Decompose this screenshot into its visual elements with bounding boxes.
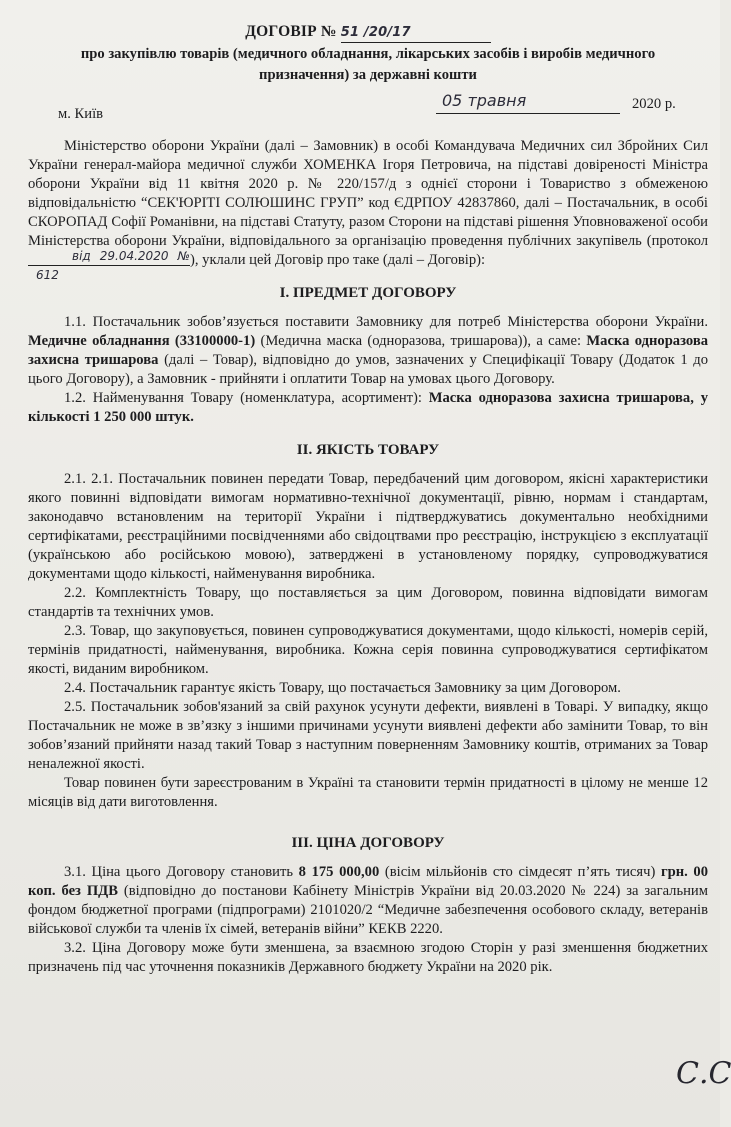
clause-1-1-text-d: Маска одноразова захисна тришарова [28,333,708,368]
contract-subtitle-line1: про закупівлю товарів (медичного обладнання, лікарських засобів і виробів медичного [80,46,656,62]
clause-1-1-text-e: (далі – Товар), відповідно до умов, зазначених у Специфікації Товару (Додаток 1 до цього Договору), а Замовник - прийняти і оплатити Товар на умовах цього Договору. [28,352,708,387]
contract-document [28,22,708,977]
section-heading-1: І. ПРЕДМЕТ ДОГОВОРУ [279,285,457,301]
clause-3-2: 3.2. Ціна Договору може бути зменшена, за взаємною згодою Сторін у разі зменшення бюджетних призначень під час уточнення показників Державного бюджету України на 2020 рік. [28,940,708,975]
year: 2020 р. [632,96,676,112]
clause-3-1-text-a: 3.1. Ціна цього Договору становить [64,864,299,880]
clause-1-1 [28,313,708,389]
city: м. Київ [58,106,104,122]
protocol-field [28,249,190,282]
clause-1-2 [28,389,708,427]
clause-3-1 [28,863,708,939]
clause-1-1-text-c: (Медична маска (одноразова, тришарова)), а саме: [255,333,587,349]
protocol-handwritten: від 29.04.2020 № 612 [36,249,190,282]
preamble-text: Міністерство оборони України (далі – Замовник) в особі Командувача Медичних сил Збройних Сил України генерал-майора медичної служби ХОМЕНКА Ігоря Петровича, на підставі довіреності Міністра оборони України від 11 квітня 2020 р. № 220/157/д з однієї сторони і Товариство з обмеженою відповідальністю “СЕК'ЮРІТІ СОЛЮШИНС ГРУП” код ЄДРПОУ 42837860, далі – Постачальник, в особі СКОРОПАД Софії Романівни, на підставі Статуту, разом Сторони на підставі рішення Уповноваженої особи Міністерства оборони України, відповідального за організацію проведення публічних закупівель (протокол [28,138,708,249]
clause-1-1-text-b: Медичне обладнання (33100000-1) [28,333,256,349]
date-handwritten: 05 травня [442,91,527,110]
clause-3-1-text-d: грн. 00 коп. без ПДВ [28,864,708,899]
clause-2-2: 2.2. Комплектність Товару, що поставляється за цим Договором, повинна відповідати вимогам стандартів та технічних умов. [28,585,708,620]
title-prefix: ДОГОВІР № [245,23,337,40]
contract-title [28,22,708,43]
clause-2-5: 2.5. Постачальник зобов'язаний за свій рахунок усунути дефекти, виявлені в Товарі. У випадку, якщо Постачальник не може в зв’язку з іншими причинами усунути виявлені дефекти або замінити Товар, то він зобов’язаний прийняти назад такий Товар з наступним поверненням Замовнику коштів, отриманих за Товар неналежної якості. [28,699,708,772]
city-date-line [28,93,708,123]
clause-2-4: 2.4. Постачальник гарантує якість Товару, що постачається Замовнику за цим Договором. [64,680,621,696]
clause-1-1-text-a: 1.1. Постачальник зобов’язується поставити Замовнику для потреб Міністерства оборони України. [64,314,708,330]
section-heading-3: ІІІ. ЦІНА ДОГОВОРУ [291,835,445,851]
clause-3-1-text-e: (відповідно до постанови Кабінету Міністрів України від 20.03.2020 № 224) за загальним фондом бюджетної програми (підпрограми) 2101020/2 “Медичне забезпечення особового складу, ветеранів військової служби та членів їх сімей, ветеранів війни” КЕКВ 2220. [28,883,708,937]
contract-number-handwritten: 51 /20/17 [341,23,491,43]
preamble-end: ), уклали цей Договір про таке (далі – Договір): [190,252,486,268]
clause-2-3: 2.3. Товар, що закуповується, повинен супроводжуватися документами, щодо кількості, номерів серій, термінів придатності, найменування, виробника. Кожна серія повинна супроводжуватися сертифікатом якості, виданим виробником. [28,623,708,677]
preamble [28,137,708,282]
date-field [436,93,620,114]
clause-1-2-text-a: 1.2. Найменування Товару (номенклатура, асортимент): [64,390,429,406]
section-heading-2: ІІ. ЯКІСТЬ ТОВАРУ [296,442,440,458]
handwritten-signature: С.С [676,1056,731,1091]
clause-1-2-text-b: Маска одноразова захисна тришарова, у кількості 1 250 000 штук. [28,390,708,425]
contract-price: 8 175 000,00 [298,864,380,880]
clause-2-6: Товар повинен бути зареєстрованим в Україні та становити термін придатності в цілому не менше 12 місяців від дати виготовлення. [28,775,708,810]
clause-2-1: 2.1. 2.1. Постачальник повинен передати Товар, передбачений цим договором, якісні характеристики якого повинні відповідати вимогам нормативно-технічної документації, рівню, нормам і стандартам, законодавчо встановленим на території України і підтверджуватись документально необхідними сертифікатами, реєстраційними посвідченнями або свідоцтвами про реєстрацію, інструкцією з експлуатації (українською або російською мовою), затверджені в установленому порядку, супроводжуватися документами щодо кількості, найменування виробника. [28,471,708,582]
contract-subtitle-line2: призначення) за державні кошти [259,67,477,83]
clause-3-1-text-c: (вісім мільйонів сто сімдесят п’ять тисяч) [379,864,661,880]
